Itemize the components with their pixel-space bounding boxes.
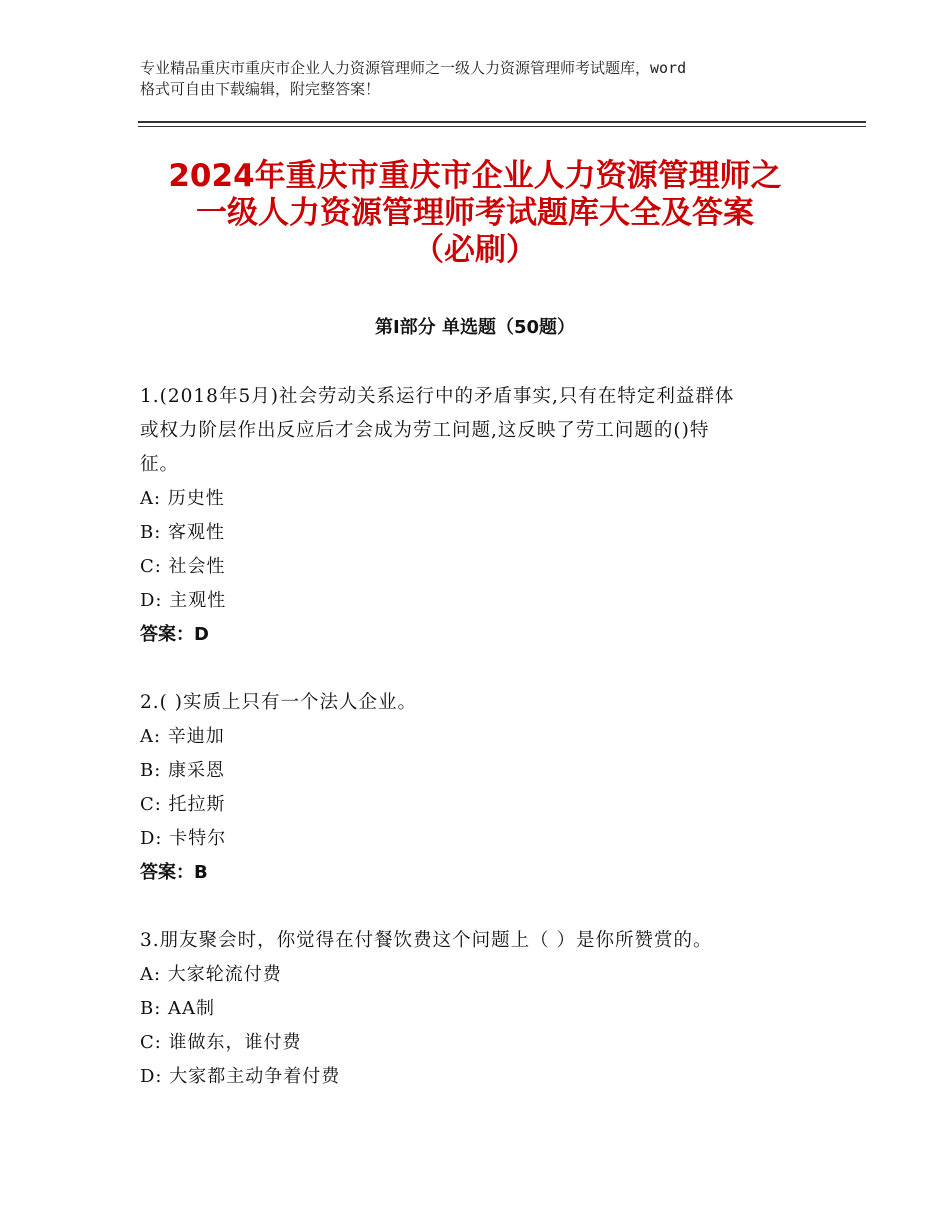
header-note [140, 58, 820, 100]
option-d: D: 主观性 [140, 590, 227, 611]
question-1 [140, 380, 810, 652]
option-c: C: 谁做东，谁付费 [140, 1032, 302, 1053]
title-line: 一级人力资源管理师考试题库大全及答案 [196, 195, 754, 231]
option-b: B: 客观性 [140, 522, 226, 543]
option-c: C: 社会性 [140, 556, 226, 577]
question-3 [140, 924, 810, 1094]
document-title [120, 158, 830, 269]
option-d: D: 大家都主动争着付费 [140, 1066, 341, 1087]
answer: 答案：D [140, 624, 209, 645]
section-heading: 第Ⅰ部分 单选题（50题） [374, 317, 575, 338]
option-b: B: 康采恩 [140, 760, 226, 781]
question-stem: 或权力阶层作出反应后才会成为劳工问题,这反映了劳工问题的()特 [140, 420, 710, 441]
question-stem: 2.( )实质上只有一个法人企业。 [140, 692, 417, 713]
header-note-line: 格式可自由下载编辑，附完整答案！ [140, 80, 381, 98]
option-b: B: AA制 [140, 998, 216, 1019]
question-2 [140, 686, 810, 890]
question-stem: 征。 [140, 454, 180, 475]
question-stem: 1.(2018年5月)社会劳动关系运行中的矛盾事实,只有在特定利益群体 [140, 386, 735, 407]
option-c: C: 托拉斯 [140, 794, 226, 815]
header-divider-thick [138, 121, 866, 123]
question-list [140, 380, 810, 1094]
question-stem: 3.朋友聚会时，你觉得在付餐饮费这个问题上（ ）是你所赞赏的。 [140, 930, 713, 951]
header-note-line: 专业精品重庆市重庆市企业人力资源管理师之一级人力资源管理师考试题库，word [140, 59, 687, 77]
title-line: 2024年重庆市重庆市企业人力资源管理师之 [168, 158, 782, 194]
option-a: A: 历史性 [140, 488, 225, 509]
header-divider-thin [138, 126, 866, 127]
option-a: A: 大家轮流付费 [140, 964, 282, 985]
answer: 答案：B [140, 862, 208, 883]
spacer [140, 890, 810, 924]
title-line: （必刷） [413, 232, 537, 268]
option-d: D: 卡特尔 [140, 828, 227, 849]
spacer [140, 652, 810, 686]
option-a: A: 辛迪加 [140, 726, 225, 747]
